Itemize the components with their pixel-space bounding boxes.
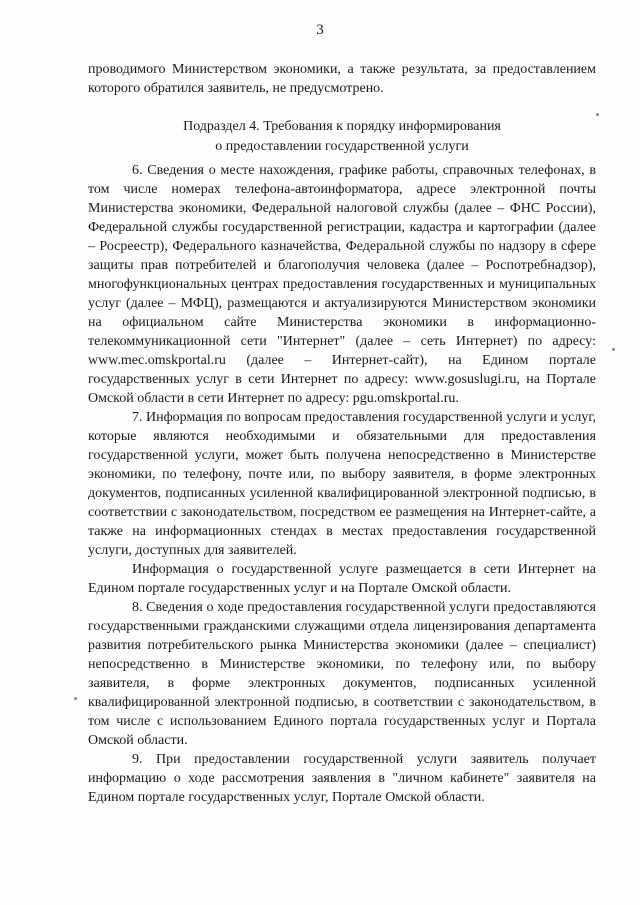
- intro-paragraph: проводимого Министерством экономики, а также результата, за предоставлением которого обратился заявитель, не предусмотрено.: [88, 62, 596, 96]
- scan-speck: [596, 113, 599, 116]
- subsection-heading-line1: Подраздел 4. Требования к порядку информирования: [183, 119, 501, 134]
- subsection-heading-line2: о предоставлении государственной услуги: [215, 139, 469, 154]
- body-text: [88, 161, 596, 807]
- page-number: 3: [316, 22, 324, 38]
- scan-speck: [74, 697, 77, 700]
- paragraph-9: 9. При предоставлении государственной услуги заявитель получает информацию о ходе рассмотрения заявления в "личном кабинете" заявителя на Едином портале государственных услуг, Портале Омской области.: [88, 752, 596, 805]
- subsection-heading: [88, 117, 596, 157]
- scan-speck: [612, 348, 615, 351]
- paragraph-6: 6. Сведения о месте нахождения, графике работы, справочных телефонах, в том числе номерах телефона-автоинформатора, адресе электронной почты Министерства экономики, Федеральной налоговой службы (далее – ФНС России), Федеральной службы государственной регистрации, кадастра и картографии (далее – Росреестр), Федерального казначейства, Федеральной службы по надзору в сфере защиты прав потребителей и благополучия человека (далее – Роспотребнадзор), многофункциональных центрах предоставления государственных и муниципальных услуг (далее – МФЦ), размещаются и актуализируются Министерством экономики на официальном сайте Министерства экономики в информационно-телекоммуникационной сети "Интернет" (далее – сеть Интернет) по адресу: www.mec.omskportal.ru (далее – Интернет-сайт), на Едином портале государственных услуг в сети Интернет по адресу: www.gosuslugi.ru, на Портале Омской области в сети Интернет по адресу: pgu.omskportal.ru.: [88, 163, 596, 406]
- paragraph-7: 7. Информация по вопросам предоставления государственной услуги и услуг, которые являются необходимыми и обязательными для предоставления государственной услуги, может быть получена непосредственно в Министерстве экономики, по телефону, почте или, по выбору заявителя, в форме электронных документов, подписанных усиленной квалифицированной электронной подписью, в соответствии с законодательством, посредством ее размещения на Интернет-сайте, а также на информационных стендах в местах предоставления государственной услуги, доступных для заявителей.: [88, 410, 596, 558]
- intro-block: [88, 60, 596, 98]
- paragraph-7-note: Информация о государственной услуге размещается в сети Интернет на Едином портале государственных услуг и на Портале Омской области.: [88, 562, 596, 596]
- paragraph-8: 8. Сведения о ходе предоставления государственной услуги предоставляются государственными гражданскими служащими отдела лицензирования департамента развития потребительского рынка Министерства экономики (далее – специалист) непосредственно в Министерстве экономики, по телефону или, по выбору заявителя, в форме электронных документов, подписанных усиленной квалифицированной электронной подписью, в соответствии с законодательством, в том числе с использованием Единого портала государственных услуг и Портала Омской области.: [88, 600, 596, 748]
